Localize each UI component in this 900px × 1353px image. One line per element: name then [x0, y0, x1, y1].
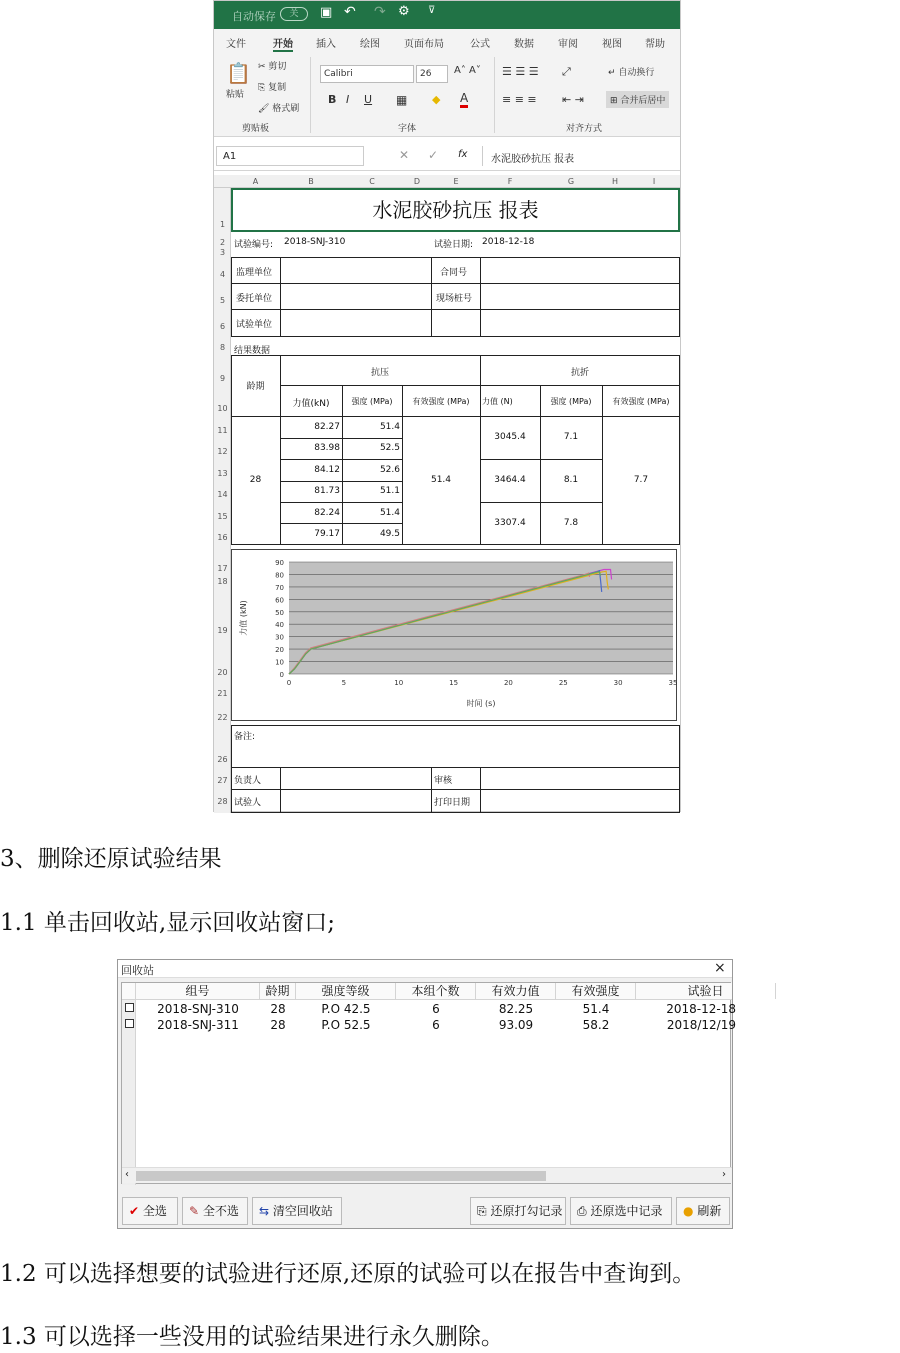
flex-eff-value: 7.7	[633, 475, 649, 485]
italic-button[interactable]: I	[346, 93, 350, 106]
section-heading: 3、删除还原试验结果	[0, 846, 222, 872]
scroll-thumb[interactable]	[136, 1171, 546, 1181]
flex-header: 抗折	[570, 368, 589, 378]
result-data-label: 结果数据	[234, 346, 271, 356]
wrap-text-button[interactable]: ↵ 自动换行	[608, 68, 655, 78]
row-header[interactable]: 3	[219, 248, 226, 257]
check-icon: ✔	[129, 1204, 140, 1218]
recycle-bin-dialog	[117, 959, 736, 1229]
function-icon[interactable]: fx	[458, 149, 468, 160]
force-value: 79.17	[314, 529, 340, 539]
tab-help[interactable]: 帮助	[645, 39, 665, 50]
row-header[interactable]: 15	[217, 512, 228, 521]
step-1-text: 1.1 单击回收站,显示回收站窗口;	[0, 910, 335, 936]
cell-group: 2018-SNJ-310	[157, 1002, 239, 1016]
grid-line	[480, 355, 481, 545]
cancel-icon[interactable]: ✕	[399, 148, 410, 162]
row-header[interactable]: 4	[219, 270, 226, 279]
header-check	[122, 983, 136, 999]
tab-data[interactable]: 数据	[514, 39, 534, 50]
grid-line	[480, 767, 481, 813]
grid-line	[602, 385, 603, 545]
column-header[interactable]: E	[453, 177, 459, 186]
row-header[interactable]: 19	[217, 626, 228, 635]
strength-value: 49.5	[379, 529, 400, 539]
age-header: 龄期	[246, 382, 265, 392]
grid-line	[231, 767, 680, 768]
row-header[interactable]: 17	[217, 564, 228, 573]
column-header[interactable]: F	[507, 177, 513, 186]
supervisor-label: 监理单位	[236, 268, 273, 278]
force-header: 力值(kN)	[292, 399, 330, 409]
tab-file[interactable]: 文件	[226, 39, 246, 50]
grid-line	[280, 257, 281, 337]
row-header[interactable]: 16	[217, 533, 228, 542]
selected-cell-a1[interactable]	[231, 188, 680, 232]
touch-mode-icon[interactable]: ⚙	[398, 4, 410, 19]
row-header[interactable]: 8	[219, 343, 226, 352]
font-size-select[interactable]: 26	[416, 65, 448, 83]
customize-qat-icon[interactable]: ⊽	[428, 5, 436, 16]
row-header[interactable]: 22	[217, 713, 228, 722]
ribbon-divider	[494, 57, 495, 133]
grid-line	[280, 481, 402, 482]
horizontal-scrollbar[interactable]	[122, 1167, 732, 1183]
row-header[interactable]: 21	[217, 689, 228, 698]
save-icon[interactable]: ▣	[320, 5, 333, 20]
row-header[interactable]: 10	[217, 404, 228, 413]
formula-bar	[214, 141, 680, 171]
alignment-group-label: 对齐方式	[566, 124, 603, 134]
font-color-icon[interactable]: A	[460, 91, 468, 108]
grid-line	[431, 767, 432, 813]
col-header-count[interactable]: 本组个数	[396, 983, 476, 999]
report-title: 水泥胶砂抗压 报表	[372, 198, 539, 222]
cell-age: 28	[270, 1002, 286, 1016]
flex-eff-header: 有效强度 (MPa)	[612, 397, 670, 406]
y-tick-label: 10	[275, 658, 284, 667]
grid-line	[280, 502, 402, 503]
step-3-text: 1.3 可以选择一些没用的试验结果进行永久删除。	[0, 1324, 504, 1350]
flex-force-header: 力值 (N)	[482, 397, 513, 406]
strength-value: 51.4	[379, 508, 400, 518]
test-date-value: 2018-12-18	[482, 237, 535, 247]
row-checkbox[interactable]	[125, 1019, 134, 1028]
pile-label: 现场桩号	[436, 294, 473, 304]
tester-label: 试验人	[234, 798, 262, 808]
x-tick-label: 30	[613, 679, 623, 687]
column-headers	[214, 175, 680, 188]
uncheck-icon: ✎	[189, 1204, 200, 1218]
grid-line	[280, 767, 281, 813]
scroll-left-icon[interactable]: ‹	[125, 1169, 129, 1180]
tab-view[interactable]: 视图	[602, 39, 622, 50]
force-time-chart	[232, 550, 676, 720]
horizontal-align-icons[interactable]: ≡ ≡ ≡	[502, 93, 537, 106]
column-header[interactable]: H	[611, 177, 618, 186]
remark-label: 备注:	[234, 732, 256, 742]
scissors-icon: ✂	[258, 62, 269, 72]
col-header-group[interactable]: 组号	[136, 983, 260, 999]
cell-group: 2018-SNJ-311	[157, 1018, 239, 1032]
test-no-value: 2018-SNJ-310	[284, 237, 346, 247]
x-tick-label: 35	[668, 679, 678, 687]
flex-force-value: 3307.4	[494, 518, 526, 528]
restore-checked-button[interactable]: ⎘ 还原打勾记录	[470, 1197, 566, 1225]
ribbon-divider	[310, 57, 311, 133]
tab-draw[interactable]: 绘图	[360, 39, 380, 50]
formula-input[interactable]: 水泥胶砂抗压 报表	[482, 146, 678, 166]
x-tick-label: 0	[286, 679, 292, 687]
column-header[interactable]: D	[413, 177, 421, 186]
cut-button[interactable]: ✂ 剪切	[258, 62, 287, 72]
row-header[interactable]: 5	[219, 296, 226, 305]
flex-strength-value: 7.1	[563, 432, 579, 442]
age-value: 28	[249, 475, 262, 485]
col-header-strength[interactable]: 有效强度	[556, 983, 636, 999]
indent-icons[interactable]: ⇤ ⇥	[562, 93, 584, 106]
row-header[interactable]: 26	[217, 755, 228, 764]
underline-button[interactable]: U	[364, 93, 373, 106]
column-header[interactable]: B	[308, 177, 314, 186]
refresh-button[interactable]: ● 刷新	[676, 1197, 730, 1225]
grid-line	[431, 257, 432, 337]
cell-count: 6	[432, 1018, 440, 1032]
strength-value: 52.6	[379, 465, 400, 475]
y-tick-label: 70	[275, 583, 284, 592]
column-header[interactable]: A	[252, 177, 259, 186]
dialog-title: 回收站	[121, 964, 154, 977]
y-tick-label: 60	[275, 596, 284, 605]
y-tick-label: 90	[275, 559, 284, 567]
font-name-select[interactable]: Calibri	[320, 65, 414, 83]
orientation-icon[interactable]: ⤢	[562, 65, 571, 78]
flex-force-value: 3045.4	[494, 432, 526, 442]
select-all-button[interactable]: ✔ 全选	[122, 1197, 178, 1225]
force-value: 82.24	[314, 508, 340, 518]
dialog-titlebar	[118, 960, 732, 978]
grid-line	[280, 523, 402, 524]
row-header[interactable]: 20	[217, 668, 228, 677]
font-group-label: 字体	[398, 124, 417, 134]
force-value: 81.73	[314, 486, 340, 496]
close-icon[interactable]: ×	[714, 960, 726, 976]
grid-line	[280, 438, 402, 439]
grid-line	[231, 789, 680, 790]
cell-date: 2018-12-18	[666, 1002, 736, 1016]
contract-label: 合同号	[440, 268, 468, 278]
x-tick-label: 10	[394, 679, 404, 687]
row-header[interactable]: 11	[217, 426, 228, 435]
grid-line	[231, 309, 680, 310]
compress-header: 抗压	[370, 368, 389, 378]
tab-review[interactable]: 审阅	[558, 39, 578, 50]
row-header[interactable]: 14	[217, 490, 228, 499]
bulb-icon: ●	[683, 1204, 694, 1218]
copy-icon: ⎘	[258, 83, 269, 93]
cell-force: 93.09	[498, 1018, 534, 1032]
brush-icon: 🖌	[258, 104, 273, 114]
column-header[interactable]: I	[652, 177, 656, 186]
review-label: 审核	[434, 776, 453, 786]
row-header[interactable]: 2	[219, 238, 226, 247]
y-tick-label: 0	[279, 671, 284, 679]
wrap-icon: ↵	[608, 68, 619, 78]
grid-line	[402, 385, 403, 545]
chart-frame[interactable]	[231, 549, 677, 721]
grid-line	[231, 283, 680, 284]
title-bar	[214, 1, 680, 29]
test-date-label: 试验日期:	[434, 240, 474, 250]
merge-icon: ⊞	[610, 96, 621, 106]
col-header-age[interactable]: 龄期	[260, 983, 296, 999]
row-header[interactable]: 1	[219, 220, 226, 229]
strength-value: 51.4	[379, 422, 400, 432]
eff-strength-value: 51.4	[430, 475, 452, 485]
flex-strength-header: 强度 (MPa)	[550, 397, 592, 406]
cell-age: 28	[270, 1018, 286, 1032]
row-header[interactable]: 18	[217, 577, 228, 586]
copy-button[interactable]: ⎘ 复制	[258, 83, 287, 93]
tab-insert[interactable]: 插入	[316, 39, 336, 50]
grid-line	[280, 459, 402, 460]
force-value: 83.98	[314, 443, 340, 453]
client-label: 委托单位	[236, 294, 273, 304]
y-tick-label: 20	[275, 646, 284, 655]
grid-line	[480, 459, 602, 460]
restore-selected-button[interactable]: ⎙ 还原选中记录	[570, 1197, 672, 1225]
cell-count: 6	[432, 1002, 440, 1016]
strength-header: 强度 (MPa)	[351, 397, 393, 406]
plot-area	[289, 562, 673, 674]
fill-color-icon[interactable]: ◆	[432, 93, 441, 106]
x-tick-label: 20	[503, 679, 513, 687]
row-header[interactable]: 27	[217, 776, 228, 785]
table-row[interactable]	[122, 1001, 736, 1017]
empty-bin-button[interactable]: ⇆ 清空回收站	[252, 1197, 342, 1225]
ribbon-tabs	[214, 29, 680, 53]
borders-icon[interactable]: ▦	[396, 93, 408, 107]
cell-strength: 58.2	[582, 1018, 610, 1032]
cell-date: 2018/12/19	[666, 1018, 736, 1032]
tab-home[interactable]: 开始	[273, 35, 293, 52]
bold-button[interactable]: B	[328, 93, 337, 106]
force-value: 84.12	[314, 465, 340, 475]
confirm-icon[interactable]: ✓	[428, 148, 439, 162]
grid-line	[231, 416, 680, 417]
vertical-align-icons[interactable]: ☰ ☰ ☰	[502, 65, 539, 78]
lab-label: 试验单位	[236, 320, 273, 330]
cell-grade: P.O 52.5	[321, 1018, 371, 1032]
font-grow-icon[interactable]: A˄ A˅	[454, 65, 481, 76]
grid-line	[480, 502, 602, 503]
paste-button[interactable]: 粘贴	[226, 90, 245, 100]
col-header-force[interactable]: 有效力值	[476, 983, 556, 999]
restore-selected-icon: ⎙	[577, 1204, 587, 1218]
cell-grade: P.O 42.5	[321, 1002, 371, 1016]
column-header[interactable]: C	[369, 177, 375, 186]
force-value: 82.27	[314, 422, 340, 432]
row-header[interactable]: 9	[219, 374, 226, 383]
undo-icon[interactable]: ↶	[344, 4, 356, 20]
print-date-label: 打印日期	[434, 798, 471, 808]
flex-strength-value: 7.8	[563, 518, 579, 528]
record-list[interactable]	[121, 982, 736, 1184]
test-no-label: 试验编号:	[234, 240, 274, 250]
tab-formulas[interactable]: 公式	[470, 39, 490, 50]
responsible-label: 负责人	[234, 776, 262, 786]
redo-icon[interactable]: ↷	[374, 4, 386, 20]
autosave-toggle[interactable]: 关	[280, 7, 308, 21]
step-2-text: 1.2 可以选择想要的试验进行还原,还原的试验可以在报告中查询到。	[0, 1261, 696, 1287]
cell-strength: 51.4	[582, 1002, 610, 1016]
x-tick-label: 25	[558, 679, 568, 687]
y-axis-label: 力值 (kN)	[239, 600, 248, 636]
clipboard-group-label: 剪贴板	[242, 124, 270, 134]
ribbon	[214, 53, 680, 137]
col-header-grade[interactable]: 强度等级	[296, 983, 396, 999]
row-header[interactable]: 12	[217, 447, 228, 456]
eff-strength-header: 有效强度 (MPa)	[412, 397, 470, 406]
restore-icon: ⎘	[477, 1204, 487, 1218]
strength-value: 51.1	[379, 486, 400, 496]
x-axis-label: 时间 (s)	[466, 699, 496, 708]
autosave-label: 自动保存	[232, 10, 276, 23]
cell-force: 82.25	[498, 1002, 534, 1016]
column-header[interactable]: G	[567, 177, 575, 186]
x-tick-label: 15	[449, 679, 459, 687]
excel-window	[213, 0, 681, 812]
flex-force-value: 3464.4	[494, 475, 526, 485]
y-tick-label: 80	[275, 571, 284, 580]
list-header	[122, 983, 732, 1000]
scroll-right-icon[interactable]: ›	[722, 1169, 726, 1180]
col-header-date[interactable]: 试验日	[636, 983, 776, 999]
row-header[interactable]: 13	[217, 469, 228, 478]
clear-icon: ⇆	[259, 1204, 270, 1218]
format-painter-button[interactable]: 🖌 格式刷	[258, 104, 300, 114]
y-tick-label: 30	[275, 633, 284, 642]
name-box[interactable]: A1	[216, 146, 364, 166]
y-tick-label: 40	[275, 621, 284, 630]
row-header[interactable]: 28	[217, 797, 228, 806]
row-headers	[214, 188, 231, 813]
strength-value: 52.5	[379, 443, 400, 453]
paste-icon[interactable]: 📋	[226, 61, 251, 85]
y-tick-label: 50	[275, 608, 284, 617]
row-header[interactable]: 6	[219, 322, 226, 331]
flex-strength-value: 8.1	[563, 475, 579, 485]
table-row[interactable]	[122, 1017, 736, 1033]
grid-line	[480, 257, 481, 337]
x-tick-label: 5	[341, 679, 347, 687]
select-none-button[interactable]: ✎ 全不选	[182, 1197, 248, 1225]
merge-center-button[interactable]: ⊞ 合并后居中	[606, 91, 669, 108]
tab-page-layout[interactable]: 页面布局	[404, 39, 444, 50]
row-checkbox[interactable]	[125, 1003, 134, 1012]
